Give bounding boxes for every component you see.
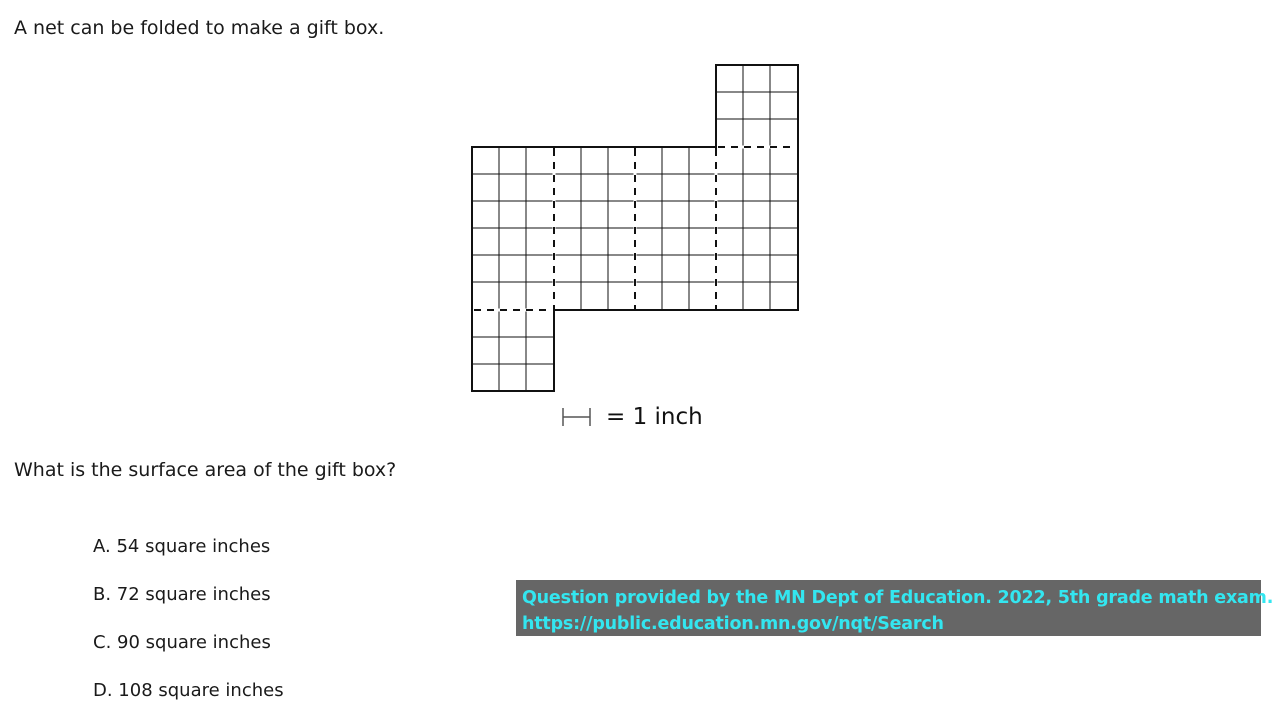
scale-label: = 1 inch [606, 404, 703, 430]
scale-key-icon [563, 408, 590, 426]
answer-choices [93, 534, 284, 726]
choice-c[interactable]: C. 90 square inches [93, 632, 271, 653]
credit-line-1: Question provided by the MN Dept of Education. 2022, 5th grade math exam. [522, 588, 1274, 608]
net-fold-lines [474, 147, 796, 310]
source-credit-banner [516, 580, 1274, 636]
credit-url: https://public.education.mn.gov/nqt/Search [522, 614, 944, 634]
net-grid [472, 65, 798, 391]
prompt-text: A net can be folded to make a gift box. [14, 17, 385, 39]
question-text: What is the surface area of the gift box? [14, 459, 397, 481]
choice-a[interactable]: A. 54 square inches [93, 536, 271, 557]
choice-b[interactable]: B. 72 square inches [93, 584, 271, 605]
choice-d[interactable]: D. 108 square inches [93, 680, 284, 701]
net-outline [472, 65, 798, 391]
